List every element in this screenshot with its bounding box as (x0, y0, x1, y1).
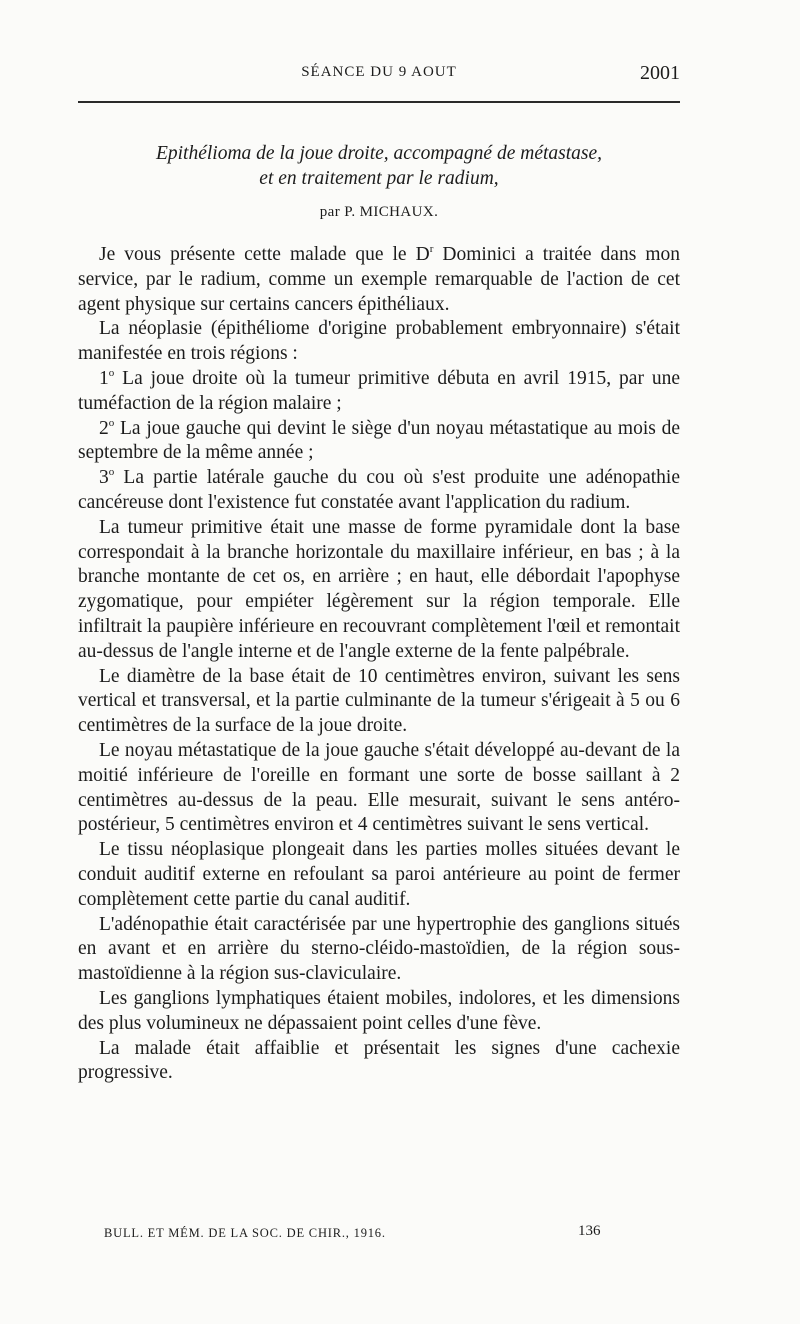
page-number: 2001 (640, 62, 680, 84)
superscript: o (108, 366, 115, 379)
numbered-paragraph (78, 367, 680, 417)
running-title: SÉANCE DU 9 AOUT (301, 64, 457, 80)
journal-footer: BULL. ET MÉM. DE LA SOC. DE CHIR., 1916. (104, 1226, 386, 1240)
paragraph: Le tissu néoplasique plongeait dans les parties molles situées devant le conduit auditif externe en refoulant sa paroi antérieure au point de fermer complètement cette partie du canal auditif. (78, 839, 680, 910)
running-head (78, 64, 680, 90)
paragraph (78, 243, 680, 317)
author-byline: par P. MICHAUX. (319, 204, 439, 220)
item-number: 2 (99, 417, 109, 439)
paragraph: L'adénopathie était caractérisée par une hypertrophie des ganglions situés en avant et en arrière du sterno-cléido-mastoïdien, de la région sous-mastoïdienne à la région sus-claviculaire. (78, 913, 680, 985)
header-rule (78, 101, 680, 103)
paragraph: La tumeur primitive était une masse de forme pyramidale dont la base correspondait à la branche horizontale du maxillaire inférieur, en bas ; à la branche montante de cet os, en arrière ; en haut, elle débordait l'apophyse zygomatique, pour empiéter légèrement sur la région temporale. Elle infiltrait la paupière inférieure en recouvrant complètement l'œil et remontait au-dessus de l'angle interne et de l'angle externe de la fente palpébrale. (78, 516, 680, 662)
article-title-line-1: Epithélioma de la joue droite, accompagné de métastase, (155, 143, 603, 164)
superscript: r (429, 243, 434, 255)
text-segment: La partie latérale gauche du cou où s'est produite une adénopathie cancéreuse dont l'existence fut constatée avant l'application du radium. (78, 467, 680, 513)
item-number: 3 (99, 467, 109, 489)
paragraph: Le diamètre de la base était de 10 centimètres environ, suivant les sens vertical et transversal, et la partie culminante de la tumeur s'érigeait à 5 ou 6 centimètres de la surface de la joue droite. (78, 665, 680, 737)
text-segment: La joue gauche qui devint le siège d'un noyau métastatique au mois de septembre de la même année ; (78, 417, 680, 464)
paragraph: Les ganglions lymphatiques étaient mobiles, indolores, et les dimensions des plus volumineux ne dépassaient point celles d'une fève. (78, 987, 680, 1034)
paragraph: La malade était affaiblie et présentait les signes d'une cachexie progressive. (78, 1037, 680, 1084)
superscript: o (108, 466, 115, 479)
text-segment: Dominici a traitée dans mon service, par le radium, comme un exemple remarquable de l'action de cet agent physique sur certains cancers épithéliaux. (78, 244, 681, 315)
paragraph: La néoplasie (épithéliome d'origine probablement embryonnaire) s'était manifestée en trois régions : (78, 318, 680, 365)
article-body (78, 243, 680, 1086)
paragraph: Le noyau métastatique de la joue gauche s'était développé au-devant de la moitié inférieure de l'oreille en formant une sorte de bosse saillant à 2 centimètres au-dessus de la peau. Elle mesurait, suivant le sens antéro-postérieur, 5 centimètres environ et 4 centimètres suivant le sens vertical. (78, 739, 680, 836)
numbered-paragraph (78, 417, 680, 467)
superscript: o (108, 416, 115, 429)
item-number: 1 (99, 367, 109, 389)
text-segment: Je vous présente cette malade que le D (99, 244, 430, 265)
article-title-line-2: et en traitement par le radium, (259, 168, 499, 189)
sheet-number: 136 (578, 1223, 601, 1239)
numbered-paragraph (78, 466, 680, 516)
text-segment: La joue droite où la tumeur primitive débuta en avril 1915, par une tuméfaction de la région malaire ; (78, 367, 680, 414)
